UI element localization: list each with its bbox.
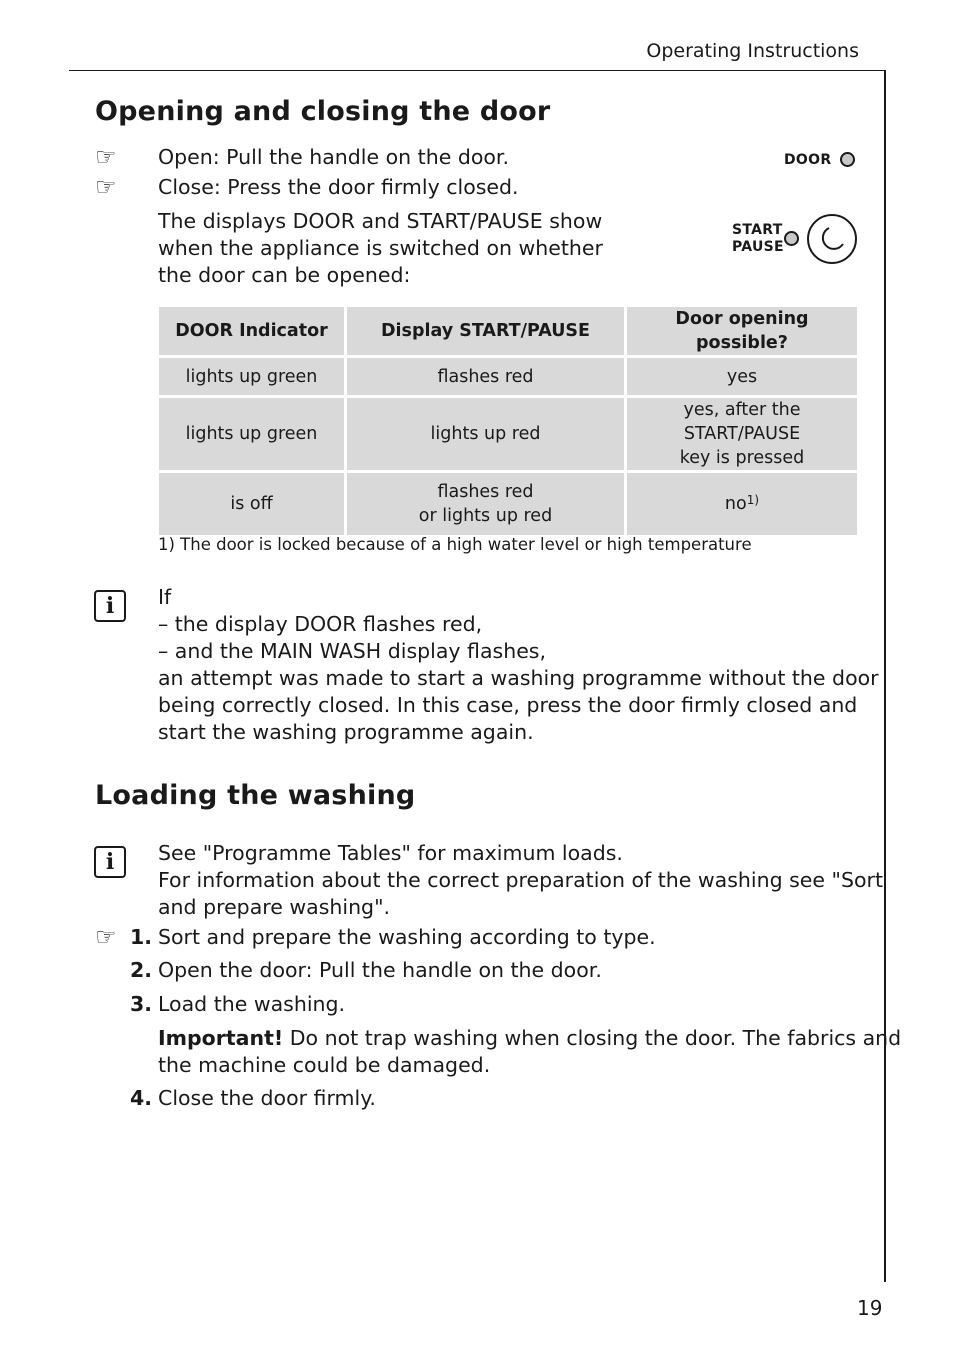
step-number: 2.: [130, 958, 153, 982]
hand-pointer-icon: ☞: [95, 143, 117, 171]
column-header: DOOR Indicator: [159, 307, 344, 355]
table-row: [159, 473, 857, 535]
door-step-close: Close: Press the door firmly closed.: [158, 175, 519, 199]
table-row: [159, 358, 857, 395]
table-cell: lights up green: [159, 398, 344, 470]
table-cell: $no^{1)}$: [627, 473, 857, 535]
table-cell: yes: [627, 358, 857, 395]
step-number: 4.: [130, 1086, 153, 1110]
loading-info-note: See "Programme Tables" for maximum loads. For information about the correct preparation of the washing see "Sort and prepare washing".: [158, 841, 883, 919]
column-header: Display START/PAUSE: [347, 307, 624, 355]
table-cell: flashes red: [347, 358, 624, 395]
loading-step: Load the washing.: [158, 992, 346, 1016]
info-icon: i: [94, 846, 126, 878]
step-number: 3.: [130, 992, 153, 1016]
door-intro-text: The displays DOOR and START/PAUSE show when the appliance is switched on whether the door can be opened:: [158, 209, 603, 287]
table-cell: yes, after the START/PAUSE key is pressed: [627, 398, 857, 470]
table-row: [159, 398, 857, 470]
info-icon: i: [94, 590, 126, 622]
hand-pointer-icon: ☞: [95, 173, 117, 201]
page-number: 19: [857, 1296, 883, 1320]
start-pause-led-icon: [784, 231, 799, 246]
table-cell: flashes red or lights up red: [347, 473, 624, 535]
loading-step: Sort and prepare the washing according to type.: [158, 925, 656, 949]
table-cell: lights up red: [347, 398, 624, 470]
door-indicator-led-icon: [840, 152, 855, 167]
header-rule: [69, 70, 885, 71]
loading-section-heading: Loading the washing: [95, 780, 416, 811]
table-cell: is off: [159, 473, 344, 535]
table-footnote: 1) The door is locked because of a high water level or high temperature: [158, 535, 752, 554]
important-note: Important! Do not trap washing when closing the door. The fabrics and the machine could be damaged.: [158, 1026, 902, 1077]
door-status-table: [156, 304, 860, 538]
loading-step: Close the door firmly.: [158, 1086, 376, 1110]
start-pause-label: START PAUSE: [732, 222, 784, 255]
door-section-heading: Opening and closing the door: [95, 96, 551, 127]
start-pause-button-icon: [807, 214, 857, 264]
door-info-note: If – the display DOOR flashes red, – and the MAIN WASH display flashes, an attempt was made to start a washing programme without the door being correctly closed. In this case, press the door firmly closed and start the washing programme again.: [158, 585, 879, 744]
door-indicator-label: DOOR: [784, 152, 832, 168]
hand-pointer-icon: ☞: [95, 923, 117, 951]
page-edge-rule: [884, 70, 886, 1282]
running-header: Operating Instructions: [646, 40, 859, 62]
column-header: Door opening possible?: [627, 307, 857, 355]
loading-step: Open the door: Pull the handle on the door.: [158, 958, 602, 982]
table-cell: lights up green: [159, 358, 344, 395]
table-header-row: [159, 307, 857, 355]
step-number: 1.: [130, 925, 153, 949]
door-step-open: Open: Pull the handle on the door.: [158, 145, 509, 169]
